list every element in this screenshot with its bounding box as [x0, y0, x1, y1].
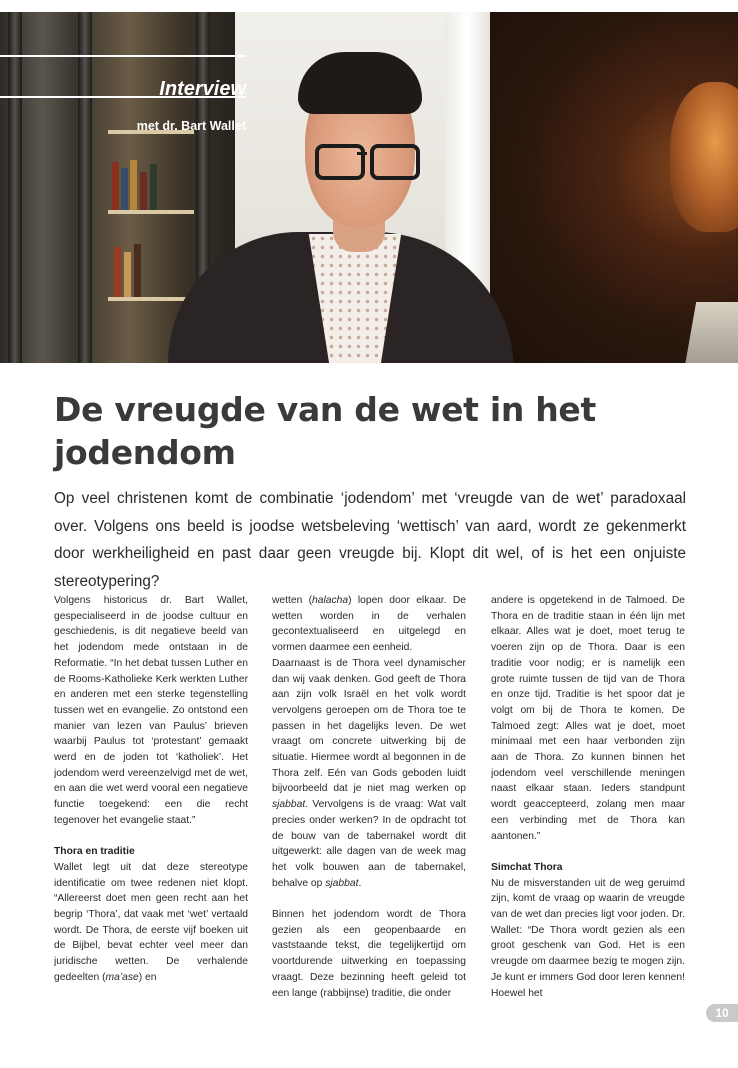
book: [114, 247, 121, 297]
article-lead: Op veel christenen komt de combinatie ‘jodendom’ met ‘vreugde van de wet’ paradoxaal over. Volgens ons beeld is joodse wetsbeleving ‘wettisch’ van aard, wordt ze gekenmerkt door werkheiligheid en past daar geen vreugde bij. Klopt dit wel, of is het een onjuiste stereotypering?: [54, 490, 686, 590]
book: [121, 168, 128, 210]
paragraph: wetten (halacha) lopen door elkaar. De wetten worden in de verhalen gecontextualiseerd en uitgelegd en vormen daarmee een eenheid.: [272, 595, 466, 654]
book: [124, 252, 131, 297]
shelf: [108, 297, 194, 301]
window-frame: [78, 12, 92, 363]
header-rule-top: [0, 55, 246, 57]
paragraph: Daarnaast is de Thora veel dynamischer dan wij vaak denken. God geeft de Thora aan zijn volk Israël en het volk wordt vervolgens geroepen om de Thora toe te passen in het dagelijks leven. De wet vraagt om concrete uitwerking bij de situatie. Hiermee wordt al begonnen in de Thora zelf. Eén van Gods geboden luidt bijvoorbeeld dat je niet mag werken op sjabbat. Vervolgens is de vraag: Wat valt precies onder werken? In de opdracht tot de bouw van de tabernakel wordt dit uitgewerkt: alle dagen van de week mag het volk bouwen aan de tabernakel, behalve op sjabbat.: [272, 657, 466, 889]
book: [130, 160, 137, 210]
shelf: [108, 210, 194, 214]
book: [140, 172, 147, 210]
page-number: 10: [706, 1004, 738, 1022]
book: [112, 162, 119, 210]
paragraph: Binnen het jodendom wordt de Thora gezien als een geopenbaarde en vaststaande tekst, die tegelijkertijd om voortdurende uitwerking en toepassing vraagt. Deze bezinning heeft geleid tot een lange (rabbijnse) traditie, die onder: [272, 909, 466, 999]
hero-photo: [0, 12, 738, 363]
paragraph: andere is opgetekend in de Talmoed. De Thora en de traditie staan in één lijn met elkaar. Alles wat je doet, moet terug te voeren zijn op de Thora. Daar is een traditie voor nodig; er is namelijk een grote ruimte tussen de tijd van de Thora en onze tijd. Traditie is het spoor dat je volgt om bij de Thora te komen. De Talmoed zegt: Alles wat je doet, moet minimaal met een haar verbonden zijn aan de Thora. Zo kunnen binnen het jodendom veel verschillende meningen naast elkaar staan. Ieders standpunt wordt geaccepteerd, zolang men maar een verbinding met de Thora kan aantonen.”: [491, 595, 685, 842]
text-column-3: [491, 593, 685, 1013]
window-frame: [8, 12, 22, 363]
glasses-bridge: [357, 152, 367, 155]
text-column-1: [54, 593, 248, 1013]
glasses-lens: [370, 144, 420, 180]
section-subtitle: met dr. Bart Wallet: [136, 119, 246, 133]
glasses-lens: [315, 144, 365, 180]
article-title: De vreugde van de wet in het jodendom: [54, 390, 596, 472]
subheading: Thora en traditie: [54, 846, 135, 858]
painted-portrait: [670, 82, 738, 232]
paragraph: Nu de misverstanden uit de weg geruimd zijn, komt de vraag op waarin de vreugde van de wet dan precies ligt voor joden. Dr. Wallet: “De Thora wordt gezien als een groot geschenk van God. Het is een vreugde om daarmee bezig te mogen zijn. Je kunt er immers God door leren kennen! Hoewel het: [491, 877, 685, 999]
book: [150, 164, 157, 210]
section-label: Interview: [159, 78, 246, 100]
person-hair: [298, 52, 422, 114]
text-column-2: [272, 593, 466, 1013]
paragraph: Volgens historicus dr. Bart Wallet, gespecialiseerd in de joodse cultuur en geschiedenis, is dit negatieve beeld van het jodendom mede ontstaan in de Reformatie. “In het debat tussen Luther en de Rooms-Katholieke Kerk werkten Luther en anderen met een sterke tegenstelling tussen wet en evangelie. Zo ontstond een manier van lezen van Paulus’ brieven waarbij Paulus tot ‘protestant’ gemaakt werd en de joden tot ‘katholiek’. Het jodendom werd vereenzelvigd met de wet, en aan die wet werd vooral een negatieve functie toegekend: een die recht tegenover het evangelie staat.”: [54, 595, 248, 826]
paragraph: Wallet legt uit dat deze stereotype identificatie om twee redenen niet klopt. “Allereerst doet men geen recht aan het begrip ‘Thora’, dat vaak met ‘wet’ vertaald wordt. De Thora, de eerste vijf boeken uit de Bijbel, bevat echter veel meer dan juridische wetten. De verhalende gedeelten (ma’ase) en: [54, 861, 248, 983]
book: [134, 244, 141, 297]
subheading: Simchat Thora: [491, 861, 563, 873]
